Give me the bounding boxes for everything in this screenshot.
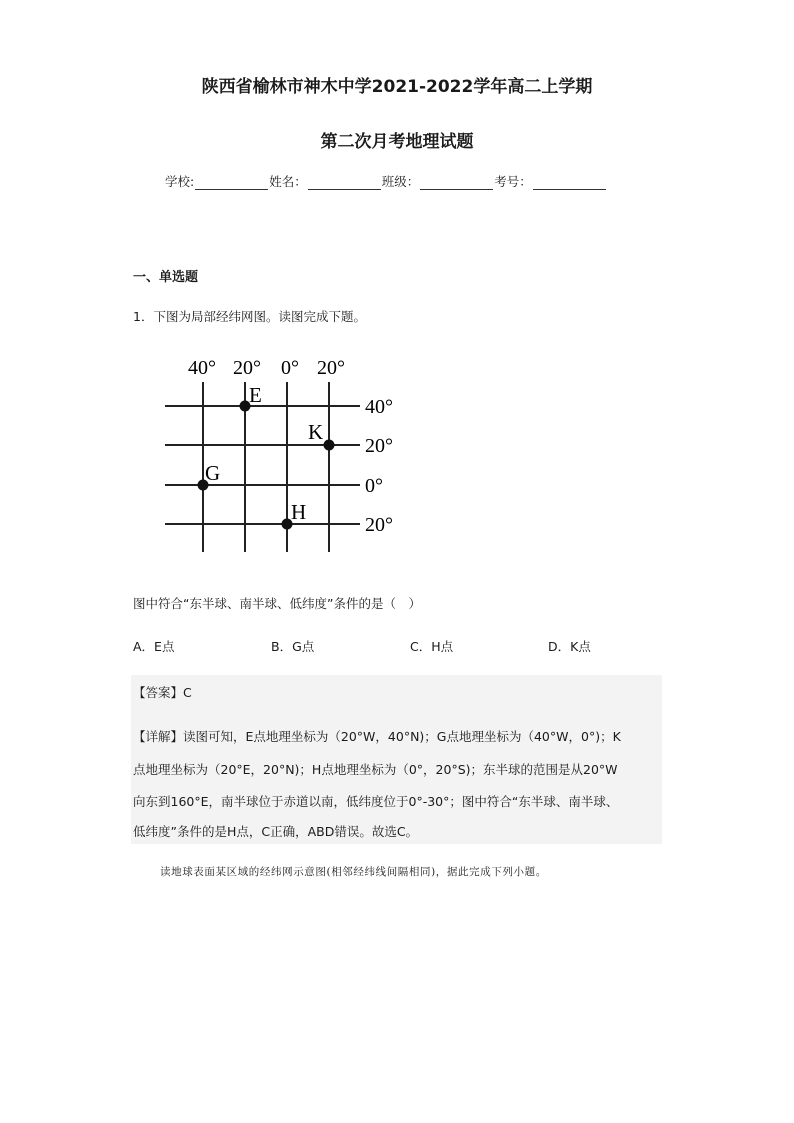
graticule-figure xyxy=(160,352,410,567)
point-k-label: K xyxy=(308,420,324,444)
answer-detail-line: 【详解】读图可知，E点地理坐标为（20°W，40°N)；G点地理坐标为（40°W，0°)；K xyxy=(133,729,621,744)
answer-detail-line: 低纬度”条件的是H点，C正确，ABD错误。故选C。 xyxy=(133,824,419,839)
option-b[interactable]: B．G点 xyxy=(271,639,315,654)
option-a[interactable]: A．E点 xyxy=(133,639,175,654)
point-h-label: H xyxy=(291,500,307,524)
school-label: 学校: xyxy=(165,174,195,189)
question-stem: 图中符合“东半球、南半球、低纬度”条件的是（ ） xyxy=(133,596,421,611)
title-line-2: 第二次月考地理试题 xyxy=(320,132,474,152)
point-g-label: G xyxy=(205,461,221,485)
option-d[interactable]: D．K点 xyxy=(548,639,591,654)
class-blank[interactable] xyxy=(420,177,493,190)
number-blank[interactable] xyxy=(533,177,606,190)
section-title: 一、单选题 xyxy=(133,270,199,285)
next-question-intro: 读地球表面某区域的经纬网示意图(相邻经纬线间隔相同)，据此完成下列小题。 xyxy=(160,866,547,878)
latitude-label: 40° xyxy=(365,396,393,418)
point-e-label: E xyxy=(249,383,262,407)
latitude-label: 20° xyxy=(365,514,393,536)
name-label: 姓名： xyxy=(269,174,307,189)
school-blank[interactable] xyxy=(195,177,268,190)
question-intro: 1．下图为局部经纬网图。读图完成下题。 xyxy=(133,309,366,324)
longitude-label: 0° xyxy=(281,357,299,379)
student-info-row xyxy=(165,172,607,190)
name-blank[interactable] xyxy=(308,177,381,190)
point-k-marker xyxy=(324,440,335,451)
longitude-label: 40° xyxy=(188,357,216,379)
longitude-label: 20° xyxy=(317,357,345,379)
latitude-label: 0° xyxy=(365,475,383,497)
answer-detail-line: 点地理坐标为（20°E，20°N)；H点地理坐标为（0°，20°S)；东半球的范围是从20°W xyxy=(133,762,618,777)
latitude-label: 20° xyxy=(365,435,393,457)
title-line-1: 陕西省榆林市神木中学2021-2022学年高二上学期 xyxy=(201,77,593,97)
class-label: 班级： xyxy=(381,174,420,189)
longitude-label: 20° xyxy=(233,357,261,379)
answer-label: 【答案】C xyxy=(133,685,192,700)
number-label: 考号： xyxy=(494,174,532,189)
answer-detail-line: 向东到160°E，南半球位于赤道以南，低纬度位于0°-30°；图中符合“东半球、南半球、 xyxy=(133,794,619,809)
option-c[interactable]: C．H点 xyxy=(410,639,454,654)
